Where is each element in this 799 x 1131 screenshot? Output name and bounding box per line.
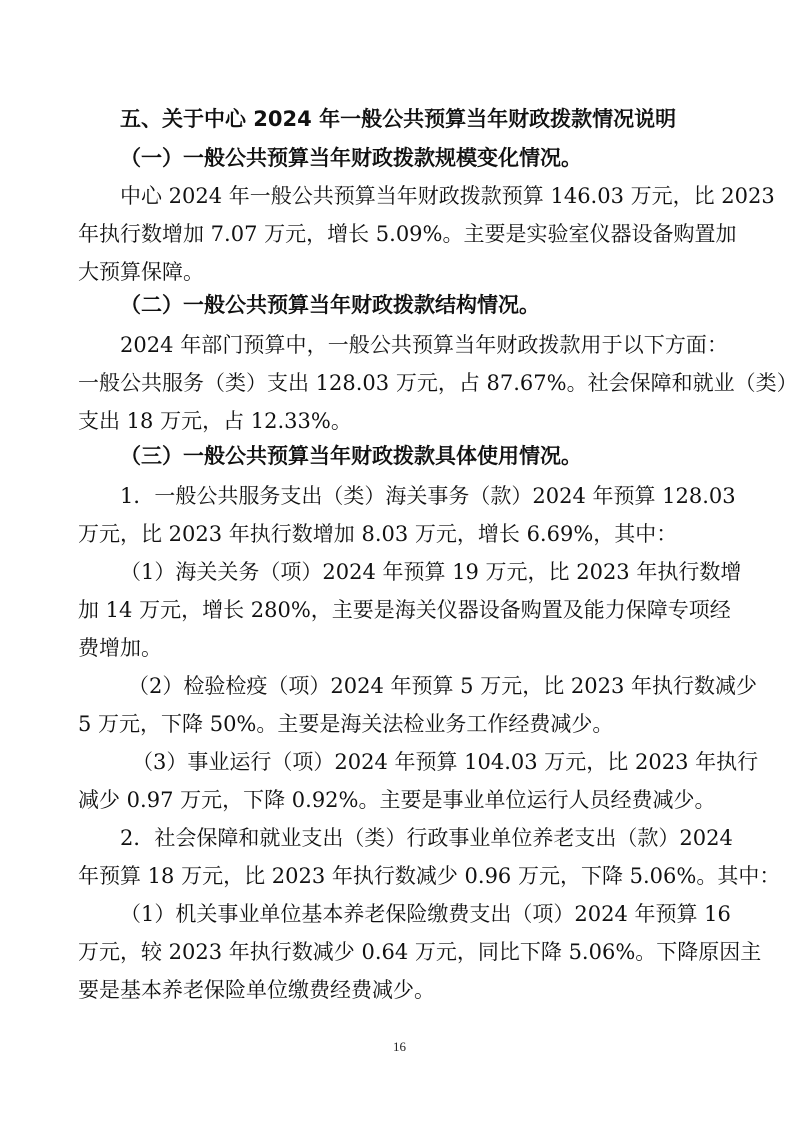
item1-1-line1: （1）海关关务（项）2024 年预算 19 万元，比 2023 年执行数增 [120,560,742,584]
item1-3-line1: （3）事业运行（项）2024 年预算 104.03 万元，比 2023 年执行 [132,750,759,774]
subsection-heading-2: （二）一般公共预算当年财政拨款结构情况。 [120,293,540,317]
section-title: 五、关于中心 2024 年一般公共预算当年财政拨款情况说明 [120,107,677,131]
item1-3-line2: 减少 0.97 万元，下降 0.92%。主要是事业单位运行人员经费减少。 [78,788,716,812]
item1-1-line3: 费增加。 [78,636,162,660]
item1-1-line2: 加 14 万元，增长 280%，主要是海关仪器设备购置及能力保障专项经 [78,598,731,622]
page-number: 16 [393,1039,406,1054]
item2-line2: 年预算 18 万元，比 2023 年执行数减少 0.96 万元，下降 5.06%。其中： [78,864,781,888]
item2-1-line2: 万元，较 2023 年执行数减少 0.64 万元，同比下降 5.06%。下降原因主 [78,940,762,964]
paragraph1-line2: 年执行数增加 7.07 万元，增长 5.09%。主要是实验室仪器设备购置加 [78,222,737,246]
paragraph2-line2: 一般公共服务（类）支出 128.03 万元，占 87.67%。社会保障和就业（类） [78,371,798,395]
item2-1-line3: 要是基本养老保险单位缴费经费减少。 [78,978,435,1002]
item1-2-line2: 5 万元，下降 50%。主要是海关法检业务工作经费减少。 [78,712,614,736]
subsection-heading-3: （三）一般公共预算当年财政拨款具体使用情况。 [120,444,582,468]
subsection-heading-1: （一）一般公共预算当年财政拨款规模变化情况。 [120,146,582,170]
item1-line2: 万元，比 2023 年执行数增加 8.03 万元，增长 6.69%，其中： [78,522,678,546]
item1-line1: 1．一般公共服务支出（类）海关事务（款）2024 年预算 128.03 [120,484,736,508]
paragraph1-line3: 大预算保障。 [78,260,204,284]
paragraph2-line3: 支出 18 万元，占 12.33%。 [78,409,352,433]
item1-2-line1: （2）检验检疫（项）2024 年预算 5 万元，比 2023 年执行数减少 [128,674,757,698]
item2-1-line1: （1）机关事业单位基本养老保险缴费支出（项）2024 年预算 16 [120,902,731,926]
item2-line1: 2．社会保障和就业支出（类）行政事业单位养老支出（款）2024 [120,826,733,850]
paragraph1-line1: 中心 2024 年一般公共预算当年财政拨款预算 146.03 万元，比 2023 [120,184,775,208]
paragraph2-line1: 2024 年部门预算中，一般公共预算当年财政拨款用于以下方面： [120,333,728,357]
